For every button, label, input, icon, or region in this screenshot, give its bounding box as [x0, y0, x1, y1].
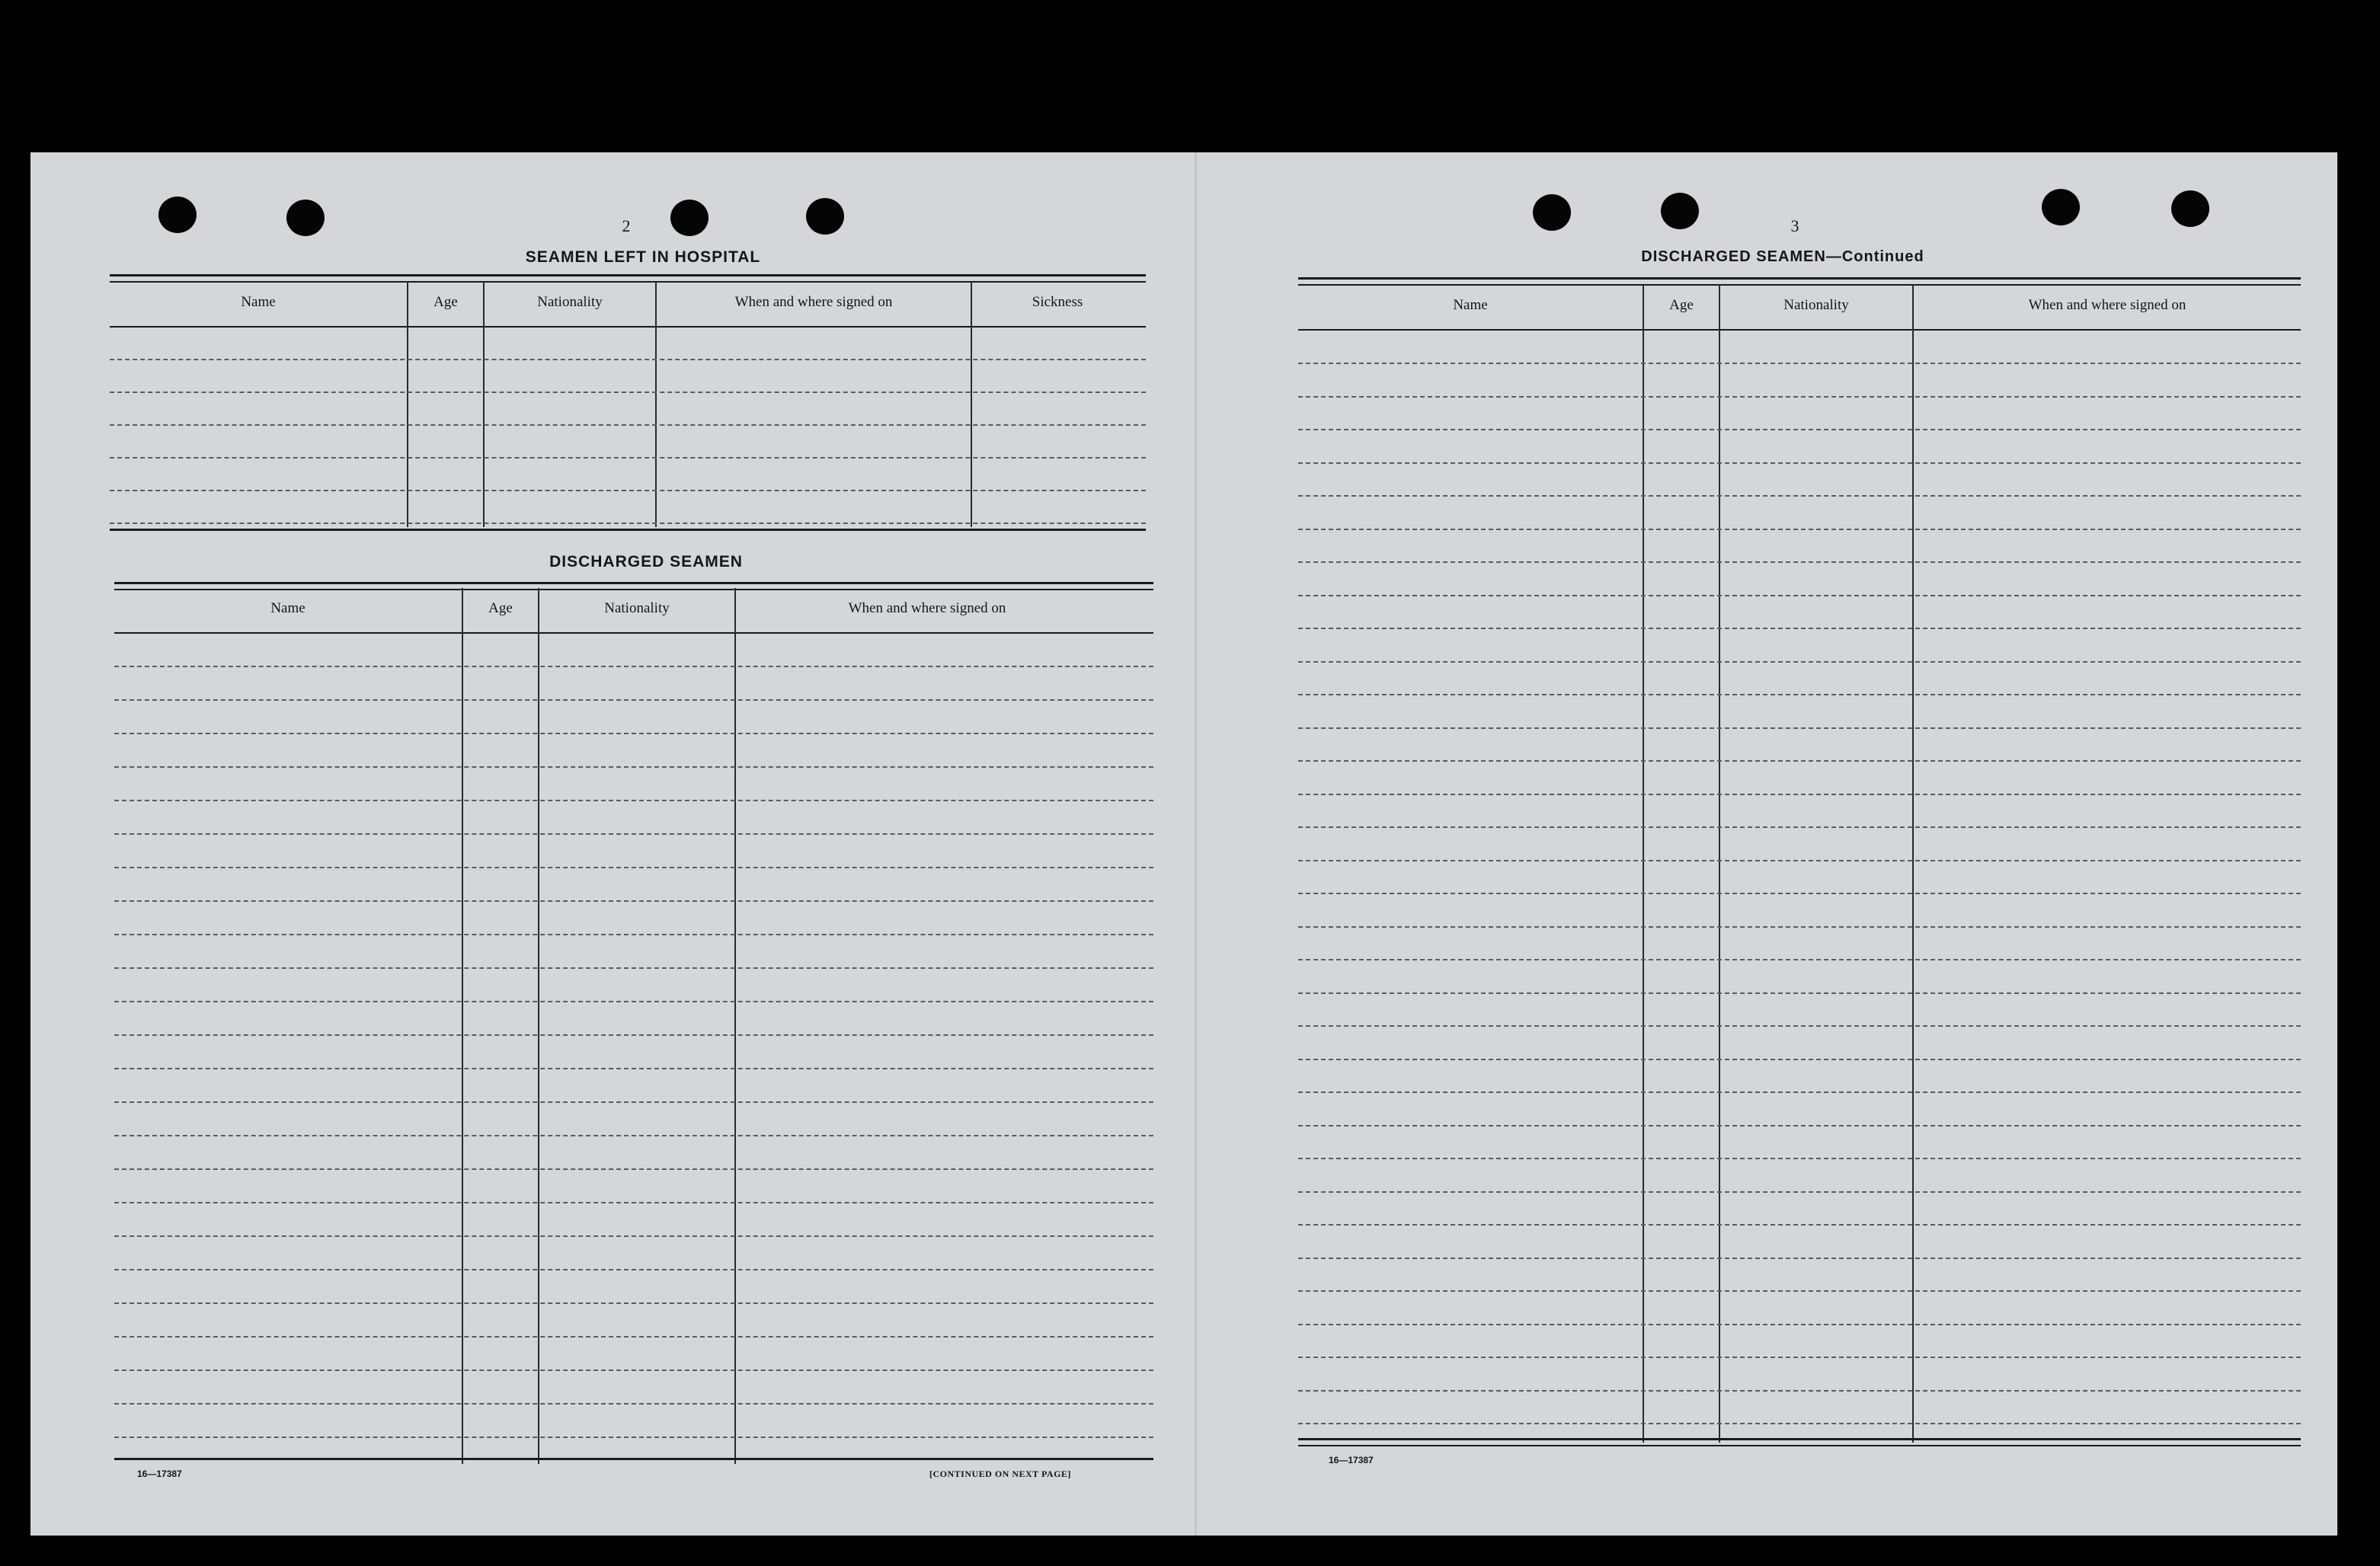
ruled-line	[114, 934, 1153, 935]
column-divider	[1912, 285, 1914, 1443]
table-bottom-rule	[1298, 1438, 2301, 1446]
ruled-line	[1298, 1191, 2301, 1193]
ruled-line	[110, 490, 1146, 491]
column-header-nationality: Nationality	[537, 294, 603, 310]
right-page	[1196, 152, 2337, 1536]
ruled-line	[1298, 1025, 2301, 1027]
ruled-line	[110, 424, 1146, 426]
column-header-name: Name	[241, 294, 276, 310]
column-divider	[538, 588, 539, 1464]
ruled-line	[1298, 1390, 2301, 1392]
ruled-line	[114, 1269, 1153, 1270]
ruled-line	[114, 900, 1153, 902]
ruled-line	[114, 1437, 1153, 1438]
ruled-line	[1298, 794, 2301, 795]
column-header-age: Age	[433, 294, 458, 310]
ruled-line	[1298, 595, 2301, 596]
column-header-signed-on: When and where signed on	[2028, 297, 2186, 313]
ruled-line	[114, 1202, 1153, 1203]
table-top-rule	[1298, 277, 2301, 286]
ruled-line	[114, 967, 1153, 969]
ruled-line	[114, 699, 1153, 701]
ruled-line	[1298, 1324, 2301, 1325]
column-divider	[1643, 285, 1644, 1443]
ruled-line	[1298, 661, 2301, 663]
column-divider	[1719, 285, 1720, 1443]
ruled-line	[114, 1336, 1153, 1337]
column-header-nationality: Nationality	[1783, 297, 1849, 313]
ruled-line	[1298, 1224, 2301, 1226]
ruled-line	[1298, 727, 2301, 729]
ruled-line	[1298, 760, 2301, 762]
page-number: 3	[1790, 216, 1799, 235]
column-header-name: Name	[1453, 297, 1488, 313]
header-underline	[110, 326, 1146, 328]
header-underline	[1298, 329, 2301, 331]
ruled-line	[114, 1101, 1153, 1103]
ruled-line	[114, 1068, 1153, 1069]
discharged-table	[114, 582, 1153, 1473]
ruled-line	[114, 1235, 1153, 1237]
ruled-line	[114, 1302, 1153, 1304]
ruled-line	[1298, 396, 2301, 398]
column-header-sickness: Sickness	[1032, 294, 1083, 310]
ruled-line	[1298, 462, 2301, 464]
column-header-signed-on: When and where signed on	[848, 600, 1006, 616]
column-divider	[462, 588, 463, 1464]
header-underline	[114, 632, 1153, 634]
ruled-line	[1298, 1158, 2301, 1159]
scanned-document-sheet	[30, 152, 2337, 1536]
ruled-line	[114, 1369, 1153, 1371]
ruled-line	[114, 867, 1153, 868]
table-bottom-rule	[114, 1458, 1153, 1460]
ruled-line	[1298, 1091, 2301, 1093]
ruled-line	[1298, 628, 2301, 629]
ruled-line	[1298, 860, 2301, 861]
table-top-rule	[114, 582, 1153, 590]
left-page	[30, 152, 1196, 1536]
ruled-line	[1298, 1059, 2301, 1060]
ruled-line	[110, 457, 1146, 459]
ruled-line	[1298, 959, 2301, 960]
ruled-line	[114, 833, 1153, 835]
column-header-age: Age	[1669, 297, 1694, 313]
ruled-line	[110, 392, 1146, 393]
column-header-age: Age	[488, 600, 513, 616]
ruled-line	[110, 359, 1146, 360]
ruled-line	[1298, 926, 2301, 928]
ruled-line	[114, 733, 1153, 734]
ruled-line	[1298, 561, 2301, 563]
ruled-line	[1298, 1290, 2301, 1292]
form-number: 16—17387	[1329, 1455, 1374, 1465]
column-header-signed-on: When and where signed on	[734, 294, 893, 310]
column-header-name: Name	[270, 600, 305, 616]
ruled-line	[1298, 429, 2301, 430]
ruled-line	[1298, 694, 2301, 695]
ruled-line	[114, 1001, 1153, 1002]
ruled-line	[1298, 826, 2301, 828]
ruled-line	[114, 666, 1153, 667]
ruled-line	[114, 1403, 1153, 1405]
discharged-section-title: DISCHARGED SEAMEN	[549, 553, 743, 570]
hospital-section-title: SEAMEN LEFT IN HOSPITAL	[525, 248, 761, 266]
page-number: 2	[622, 216, 631, 235]
ruled-line	[114, 800, 1153, 801]
column-header-nationality: Nationality	[604, 600, 670, 616]
ruled-line	[114, 766, 1153, 768]
ruled-line	[1298, 363, 2301, 364]
ruled-line	[1298, 529, 2301, 530]
discharged-continued-table	[1298, 277, 2301, 1450]
ruled-line	[1298, 1125, 2301, 1127]
ruled-line	[114, 1034, 1153, 1036]
ruled-line	[1298, 893, 2301, 894]
ruled-line	[1298, 1258, 2301, 1259]
ruled-line	[1298, 1423, 2301, 1424]
ruled-line	[114, 1135, 1153, 1136]
ruled-line	[1298, 1357, 2301, 1358]
ruled-line	[114, 1168, 1153, 1170]
table-bottom-rule	[110, 529, 1146, 531]
continued-note: [CONTINUED ON NEXT PAGE]	[929, 1469, 1071, 1479]
ruled-line	[1298, 495, 2301, 497]
ruled-line	[110, 523, 1146, 524]
ruled-line	[1298, 992, 2301, 994]
form-number: 16—17387	[137, 1469, 182, 1479]
column-divider	[734, 588, 736, 1464]
table-top-rule	[110, 274, 1146, 283]
discharged-continued-title: DISCHARGED SEAMEN—Continued	[1641, 248, 1924, 265]
